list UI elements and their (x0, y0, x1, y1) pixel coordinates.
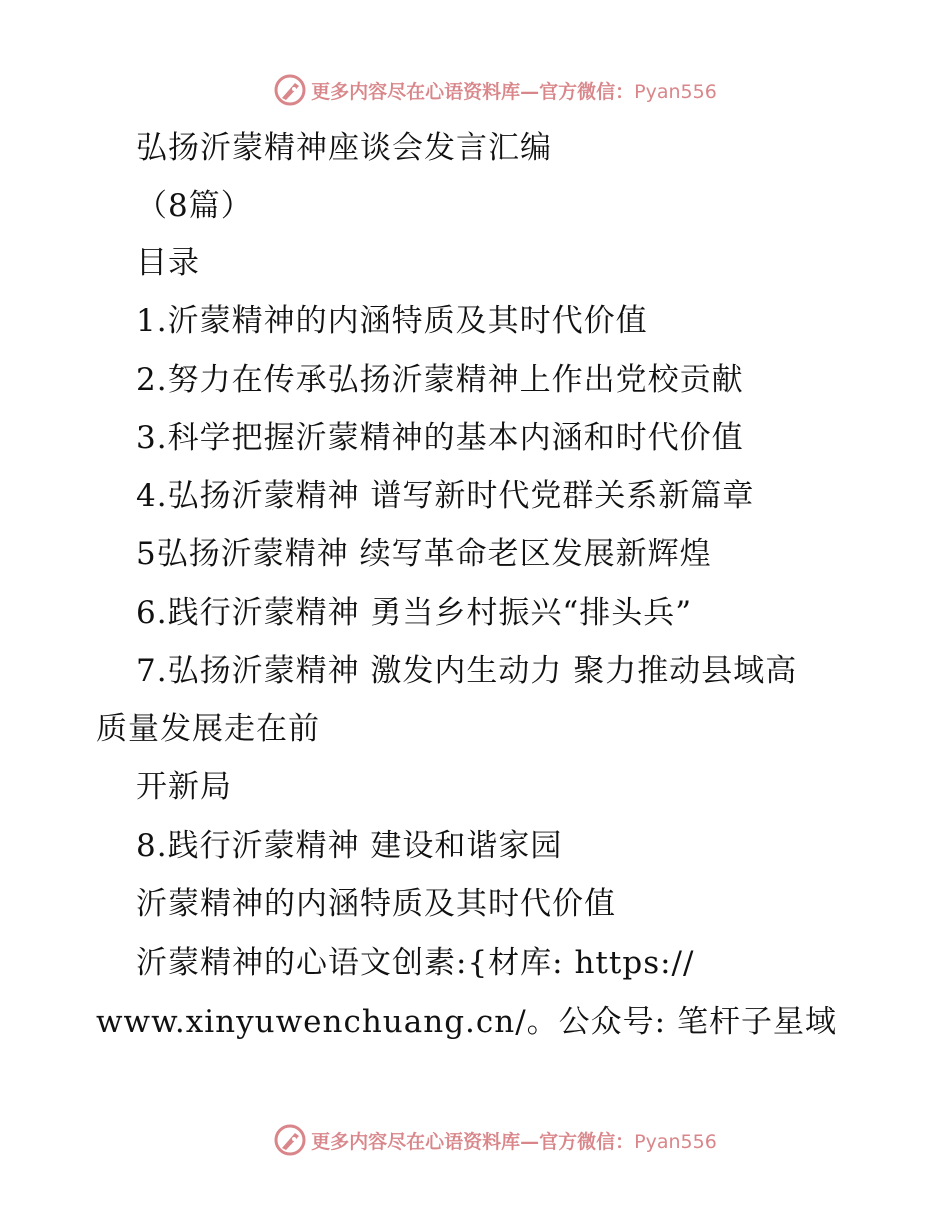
watermark-banner-bottom (0, 1120, 950, 1160)
document-title: 弘扬沂蒙精神座谈会发言汇编 (136, 130, 552, 166)
toc-heading: 目录 (136, 245, 200, 281)
watermark-text: 更多内容尽在心语资料库—官方微信：Pyan556 (311, 80, 717, 103)
pen-nib-logo-icon (273, 73, 307, 107)
body-text: www.xinyuwenchuang.cn/。公众号: 笔杆子星域 (96, 1004, 837, 1040)
pen-nib-logo-icon (273, 1123, 307, 1157)
toc-item: 1.沂蒙精神的内涵特质及其时代价值 (136, 303, 648, 339)
toc-item: 3.科学把握沂蒙精神的基本内涵和时代价值 (136, 420, 744, 456)
toc-item-continuation: 开新局 (136, 769, 232, 805)
toc-item: 6.践行沂蒙精神 勇当乡村振兴“排头兵” (136, 595, 693, 631)
watermark-text: 更多内容尽在心语资料库—官方微信：Pyan556 (311, 1130, 717, 1153)
watermark-banner-top (0, 70, 950, 110)
document-subtitle: （8篇） (136, 188, 253, 224)
body-text: 沂蒙精神的心语文创素:{材库: https:// (136, 945, 695, 981)
toc-item: 5弘扬沂蒙精神 续写革命老区发展新辉煌 (136, 536, 712, 572)
toc-item-continuation: 质量发展走在前 (96, 711, 320, 747)
section-title: 沂蒙精神的内涵特质及其时代价值 (136, 886, 616, 922)
toc-item: 2.努力在传承弘扬沂蒙精神上作出党校贡献 (136, 362, 744, 398)
toc-item: 4.弘扬沂蒙精神 谱写新时代党群关系新篇章 (136, 478, 755, 514)
toc-item: 7.弘扬沂蒙精神 激发内生动力 聚力推动县域高 (136, 653, 798, 689)
toc-item: 8.践行沂蒙精神 建设和谐家园 (136, 828, 563, 864)
